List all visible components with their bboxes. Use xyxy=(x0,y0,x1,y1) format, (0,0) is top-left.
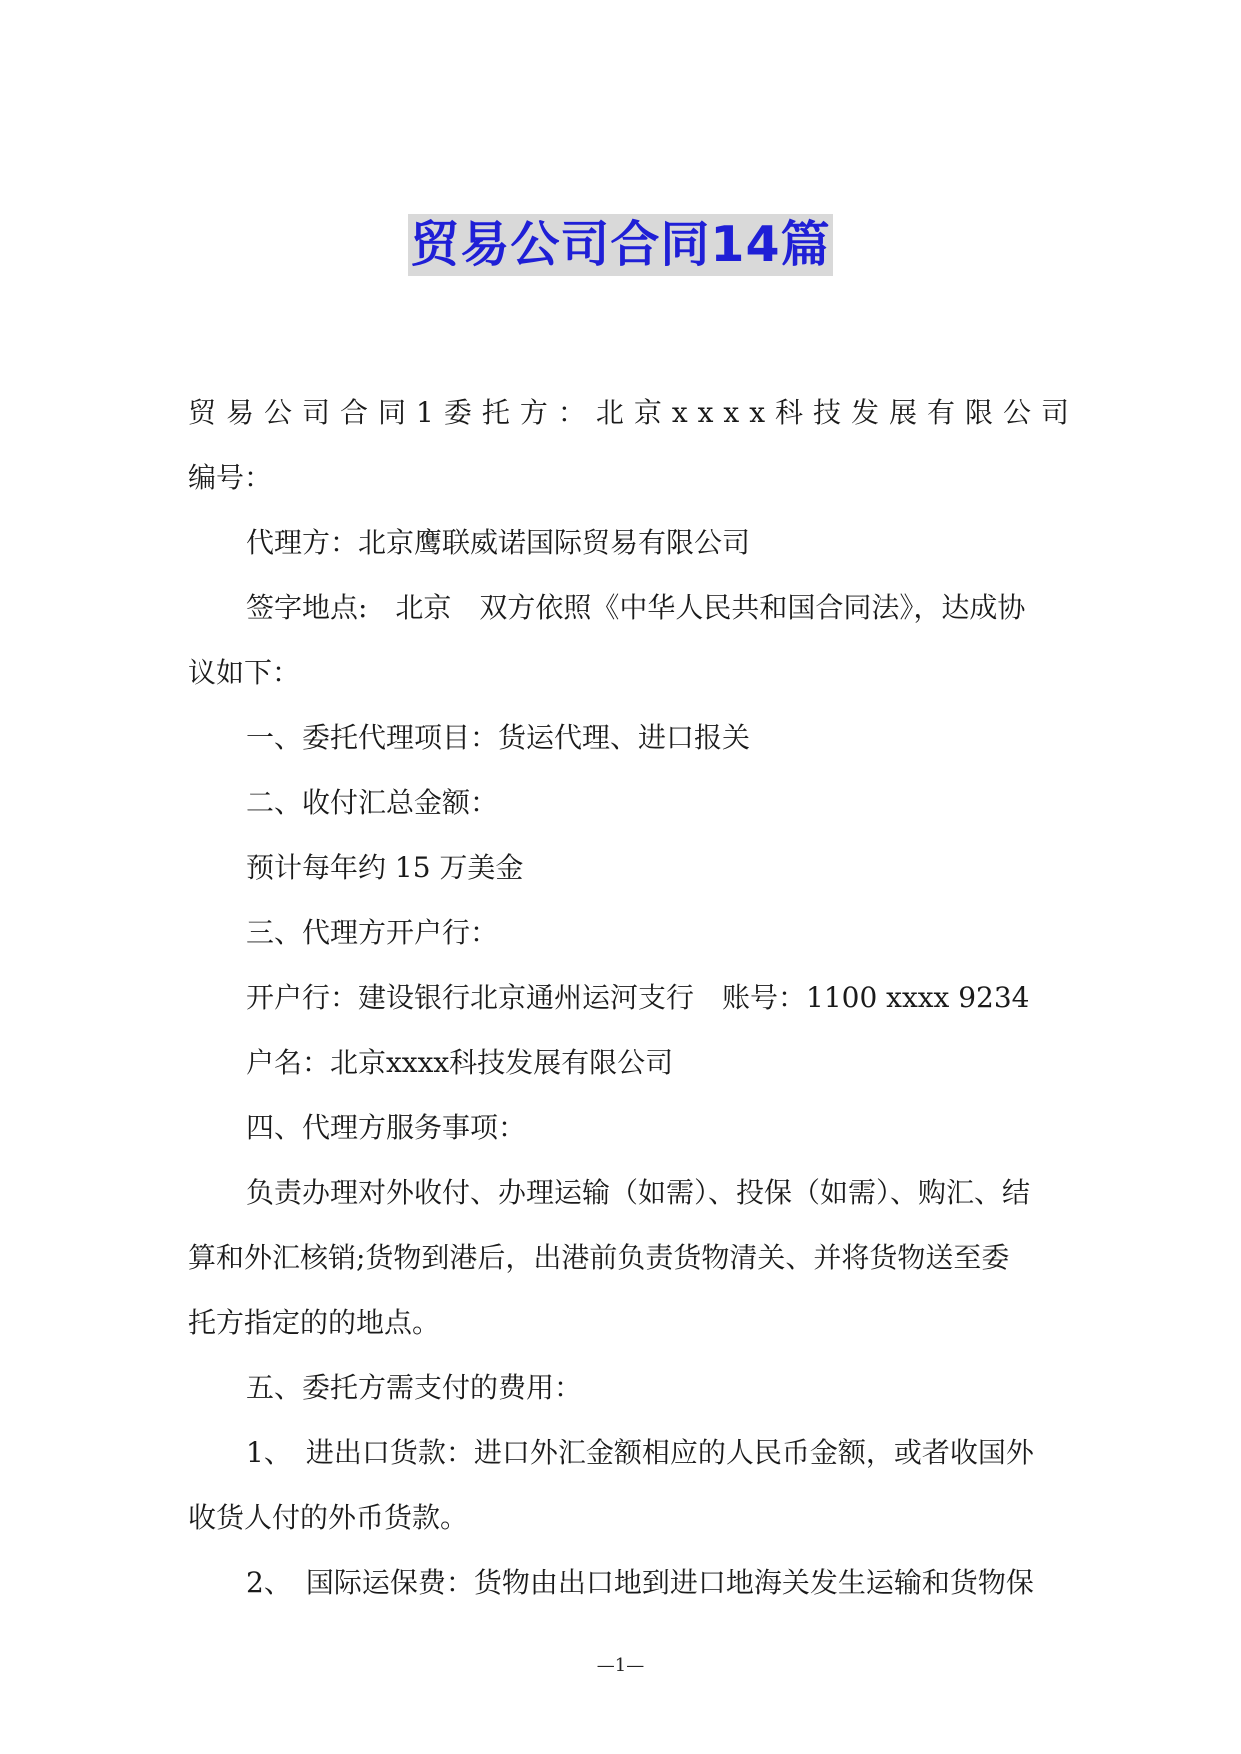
fee-item-1-line1: 1、 进出口货款：进口外汇金额相应的人民币金额，或者收国外 xyxy=(246,1436,1034,1469)
clause-2: 二、收付汇总金额： xyxy=(246,786,499,819)
document-body xyxy=(188,380,1079,1615)
clause-1: 一、委托代理项目：货运代理、进口报关 xyxy=(246,721,751,754)
signing-location-line1: 签字地点: 北京 双方依照《中华人民共和国合同法》，达成协 xyxy=(246,591,1026,624)
clause-4-detail-line1: 负责办理对外收付、办理运输（如需）、投保（如需）、购汇、结 xyxy=(246,1176,1031,1209)
fee-item-1-line2: 收货人付的外币货款。 xyxy=(188,1501,469,1534)
clause-5: 五、委托方需支付的费用： xyxy=(246,1371,583,1404)
clause-2-amount: 预计每年约 15 万美金 xyxy=(246,851,524,884)
paragraph-contract-heading xyxy=(188,380,1079,445)
client-party: 委托方：北京xxxx科技发展有限公司 xyxy=(443,396,1079,429)
signing-location-line2: 议如下： xyxy=(188,656,301,689)
clause-4-detail-line2: 算和外汇核销;货物到港后，出港前负责货物清关、并将货物送至委 xyxy=(188,1241,1010,1274)
clause-3: 三、代理方开户行： xyxy=(246,916,499,949)
fee-item-2-line1: 2、 国际运保费：货物由出口地到进口地海关发生运输和货物保 xyxy=(246,1566,1034,1599)
document-title: 贸易公司合同14篇 xyxy=(408,214,832,276)
clause-4: 四、代理方服务事项： xyxy=(246,1111,527,1144)
account-name-line: 户名：北京xxxx科技发展有限公司 xyxy=(246,1046,674,1079)
clause-4-detail-line3: 托方指定的的地点。 xyxy=(188,1306,441,1339)
page-number: —1— xyxy=(596,1655,645,1676)
bank-account-line: 开户行：建设银行北京通州运河支行 账号：1100 xxxx 9234 xyxy=(246,981,1030,1014)
contract-number-label: 贸易公司合同1 xyxy=(188,396,444,429)
serial-number-label: 编号： xyxy=(188,461,273,494)
title-container xyxy=(0,214,1241,276)
agent-party: 代理方：北京鹰联威诺国际贸易有限公司 xyxy=(246,526,751,559)
